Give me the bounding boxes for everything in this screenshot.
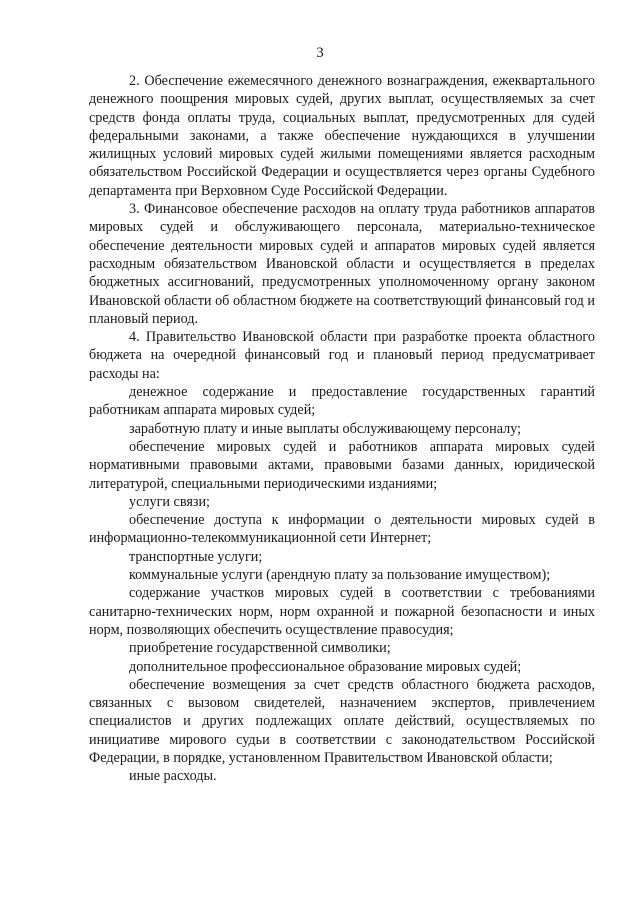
list-item: обеспечение мировых судей и работников аппарата мировых судей нормативными правовыми актами, правовыми базами данных, юридической литературой, специальными периодическими изданиями; [89, 438, 595, 492]
document-body [89, 72, 595, 786]
list-item: содержание участков мировых судей в соответствии с требованиями санитарно-технических норм, норм охранной и пожарной безопасности и иных норм, позволяющих обеспечить осуществление правосудия; [89, 585, 595, 638]
list-item: дополнительное профессиональное образование мировых судей; [129, 658, 522, 675]
paragraph-2: 2. Обеспечение ежемесячного денежного вознаграждения, ежеквартального денежного поощрения мировых судей, других выплат, осуществляемых за счет средств фонда оплаты труда, социальных выплат, предусмотренных для судей федеральными законами, а также обеспечение нуждающихся в улучшении жилищных условий мировых судей жилыми помещениями является расходным обязательством Российской Федерации и осуществляется через органы Судебного департамента при Верховном Суде Российской Федерации. [89, 73, 595, 199]
list-item: денежное содержание и предоставление государственных гарантий работникам аппарата мировых судей; [89, 384, 595, 419]
page-number: 3 [316, 45, 324, 61]
list-item: транспортные услуги; [129, 548, 263, 565]
list-item: услуги связи; [129, 493, 210, 510]
list-item: обеспечение возмещения за счет средств областного бюджета расходов, связанных с вызовом свидетелей, назначением экспертов, привлечением специалистов и других подлежащих оплате действий, осуществляемых по инициативе мирового судьи в соответствии с законодательством Российской Федерации, в порядке, установленном Правительством Ивановской области; [89, 676, 595, 766]
list-item: коммунальные услуги (арендную плату за пользование имуществом); [129, 567, 551, 584]
paragraph-4: 4. Правительство Ивановской области при разработке проекта областного бюджета на очередной финансовый год и плановый период предусматривает расходы на: [89, 329, 595, 382]
list-item: обеспечение доступа к информации о деятельности мировых судей в информационно-телекоммуникационной сети Интернет; [89, 512, 595, 547]
list-item: приобретение государственной символики; [129, 640, 391, 657]
list-item: иные расходы. [129, 768, 217, 785]
list-item: заработную плату и иные выплаты обслуживающему персоналу; [129, 420, 522, 437]
paragraph-3: 3. Финансовое обеспечение расходов на оплату труда работников аппаратов мировых судей и обслуживающего персонала, материально-техническое обеспечение деятельности мировых судей и аппаратов мировых судей является расходным обязательством Ивановской области и осуществляется в пределах бюджетных ассигнований, предусмотренных уполномоченному органу законом Ивановской области об областном бюджете на соответствующий финансовый год и плановый период. [89, 201, 595, 327]
